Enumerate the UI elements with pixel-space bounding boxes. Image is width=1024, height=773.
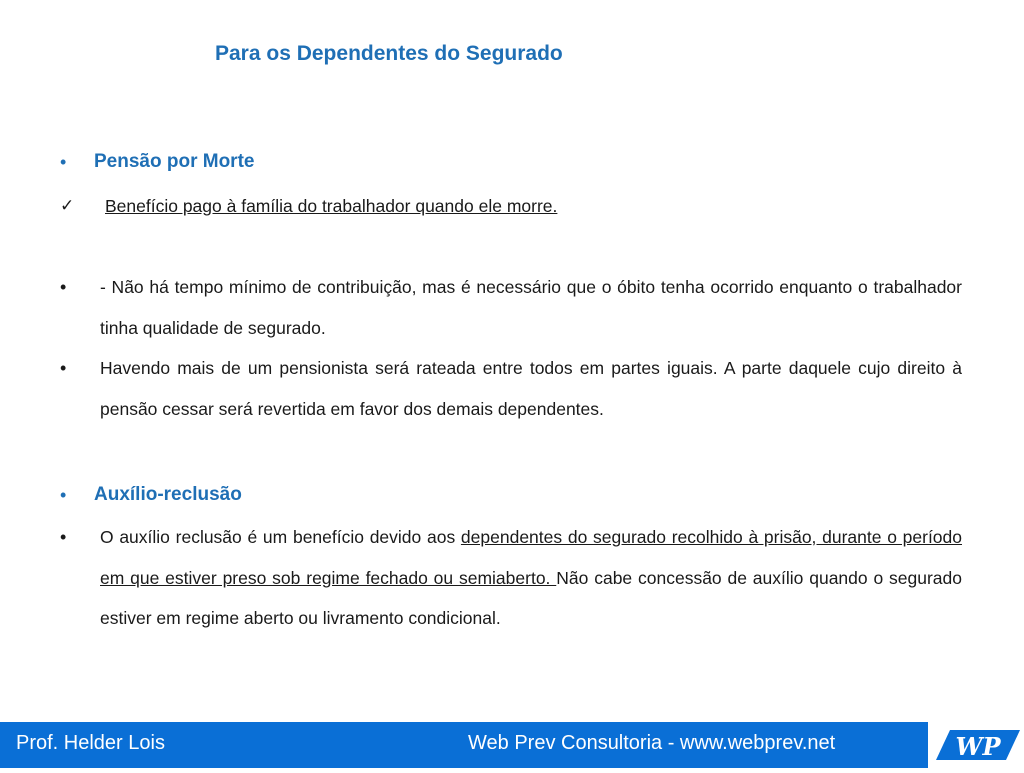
auxilio-text-start: O auxílio reclusão é um benefício devido aos	[100, 527, 461, 547]
page-title: Para os Dependentes do Segurado	[215, 42, 563, 65]
wp-logo-icon	[928, 722, 1024, 768]
auxilio-text-end: Não cabe concessão de auxílio quando o segurado estiver em regime aberto ou livramento condicional.	[100, 567, 963, 628]
section-heading-auxilio: Auxílio-reclusão	[94, 484, 242, 505]
bullet-marker: •	[60, 358, 67, 378]
bullet-marker: •	[60, 152, 67, 172]
paragraph-rateio: Havendo mais de um pensionista será rateada entre todos em partes iguais. A parte daquele cujo direito à pensão cessar será revertida em favor dos demais dependentes.	[100, 358, 962, 419]
footer-author: Prof. Helder Lois	[16, 732, 165, 754]
logo-text: WP	[955, 732, 1001, 761]
definition-text: Benefício pago à família do trabalhador quando ele morre.	[105, 196, 558, 216]
bullet-marker: •	[60, 527, 67, 547]
paragraph-auxilio	[100, 517, 962, 639]
paragraph-contribution: - Não há tempo mínimo de contribuição, mas é necessário que o óbito tenha ocorrido enquanto o trabalhador tinha qualidade de segurado.	[100, 277, 962, 338]
auxilio-text-underlined: dependentes do segurado recolhido à prisão, durante o período em que estiver preso sob regime fechado ou semiaberto.	[100, 527, 962, 588]
section-heading-pensao: Pensão por Morte	[94, 151, 255, 172]
footer-bar	[0, 722, 1024, 768]
bullet-marker: •	[60, 277, 67, 297]
footer-company: Web Prev Consultoria - www.webprev.net	[468, 732, 836, 754]
webprev-logo	[928, 722, 1024, 768]
check-icon: ✓	[60, 196, 75, 215]
bullet-marker: •	[60, 485, 67, 505]
